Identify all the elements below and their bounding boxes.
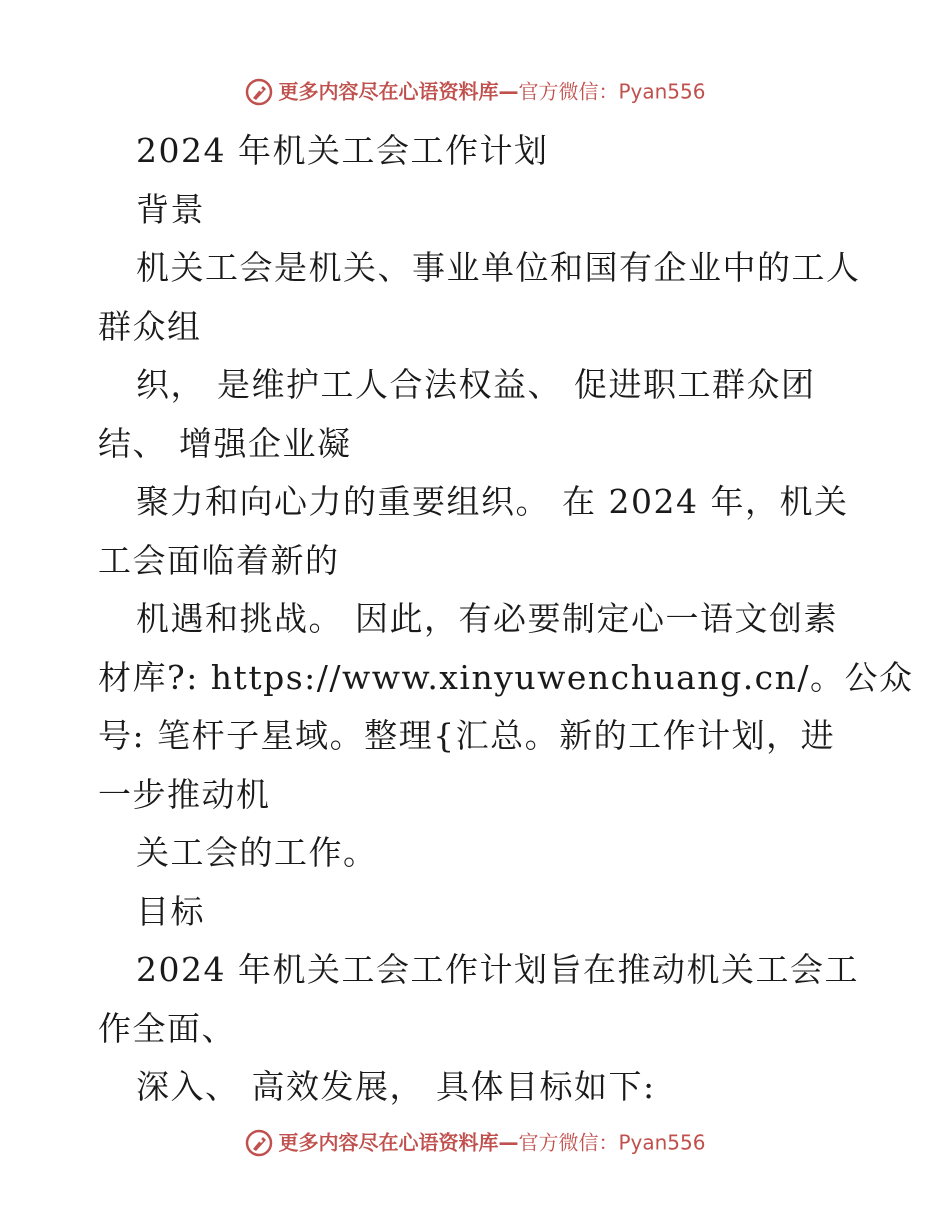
paragraph-line: 机关工会是机关、事业单位和国有企业中的工人 xyxy=(136,248,861,287)
paragraph-line: 机遇和挑战。 因此，有必要制定心一语文创素 xyxy=(136,599,838,638)
paragraph-line: 工会面临着新的 xyxy=(98,540,340,580)
paragraph-line: 聚力和向心力的重要组织。 在 2024 年，机关 xyxy=(136,482,849,521)
paragraph-line: 群众组 xyxy=(98,306,202,346)
paragraph-line: 一步推动机 xyxy=(98,774,271,814)
paragraph-line: 作全面、 xyxy=(98,1008,236,1048)
paragraph-line: 关工会的工作。 xyxy=(136,833,378,872)
pen-nib-logo-icon xyxy=(244,1128,274,1158)
header-watermark-banner xyxy=(0,70,950,110)
footer-banner-text: 更多内容尽在心语资料库— xyxy=(278,1130,519,1155)
section-heading-background: 背景 xyxy=(136,189,205,229)
footer-banner-contact: 官方微信：Pyan556 xyxy=(518,1130,706,1155)
footer-watermark-banner xyxy=(0,1121,950,1161)
header-banner-text: 更多内容尽在心语资料库— xyxy=(278,79,519,104)
document-body xyxy=(98,122,914,1117)
pen-nib-logo-icon xyxy=(244,77,274,107)
paragraph-line: 材库?: https://www.xinyuwenchuang.cn/。公众 xyxy=(98,657,914,697)
paragraph-line: 结、 增强企业凝 xyxy=(98,423,352,463)
paragraph-line: 织， 是维护工人合法权益、 促进职工群众团 xyxy=(136,365,816,404)
paragraph-line: 号: 笔杆子星域。整理{汇总。新的工作计划，进 xyxy=(98,716,836,755)
section-heading-goal: 目标 xyxy=(136,891,205,931)
header-banner-contact: 官方微信：Pyan556 xyxy=(518,79,706,104)
paragraph-line: 2024 年机关工会工作计划旨在推动机关工会工 xyxy=(136,950,859,989)
document-title: 2024 年机关工会工作计划 xyxy=(136,131,549,170)
paragraph-line: 深入、 高效发展， 具体目标如下: xyxy=(136,1067,656,1106)
